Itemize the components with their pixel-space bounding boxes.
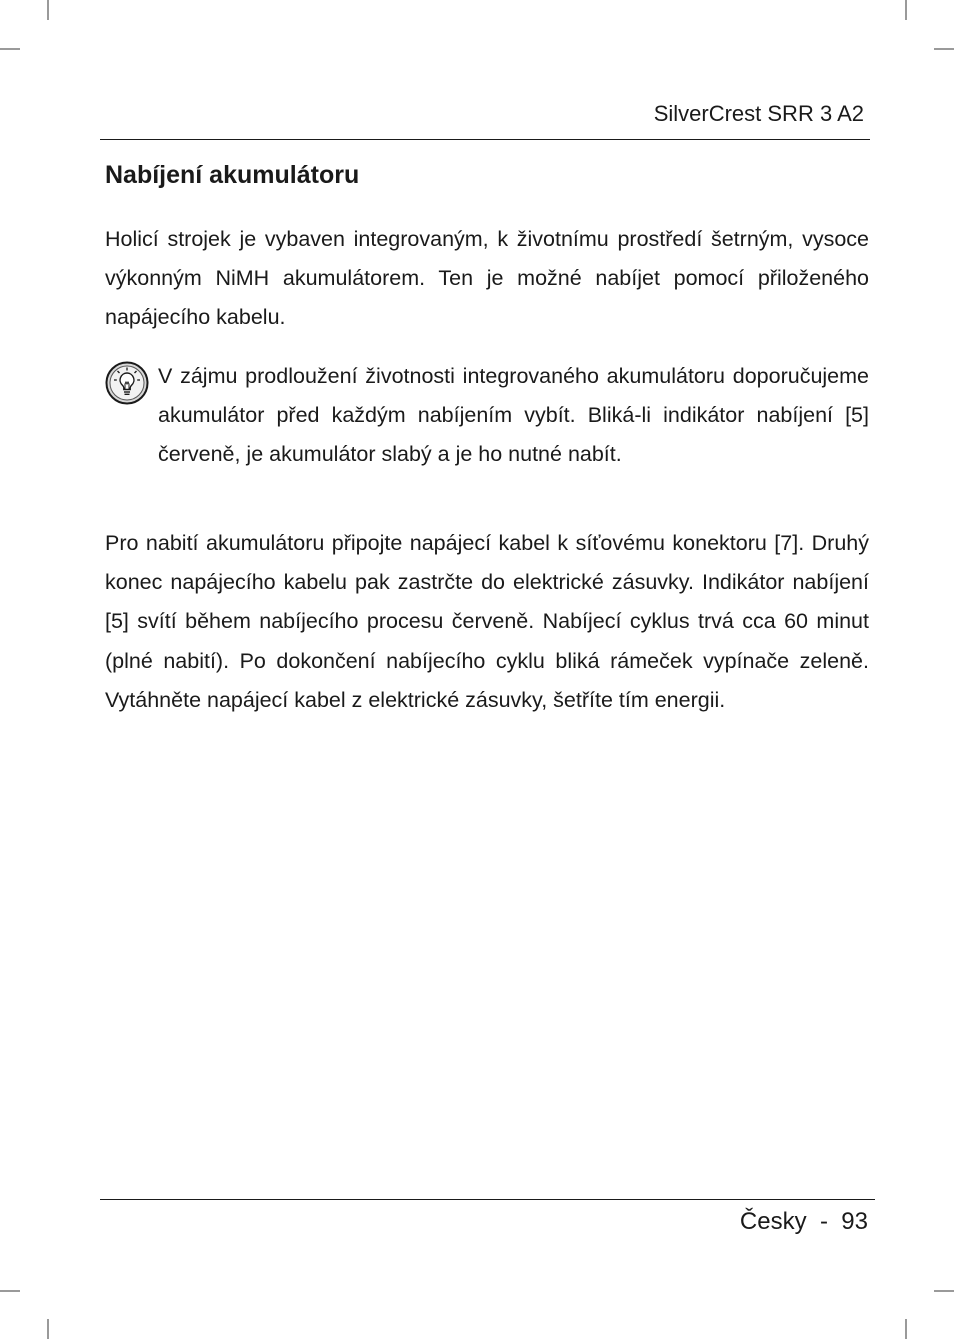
crop-mark (934, 1290, 954, 1292)
crop-mark (934, 48, 954, 50)
body-paragraph: Holicí strojek je vybaven integrovaným, k životnímu prostředí šetrným, vysoce výkonným NiMH akumulátorem. Ten je možné nabíjet pomocí přiloženého napájecího kabelu. (105, 227, 869, 330)
crop-mark (905, 0, 907, 20)
footer-rule (100, 1199, 875, 1200)
body-paragraph: Pro nabití akumulátoru připojte napájecí kabel k síťovému konektoru [7]. Druhý konec napájecího kabelu pak zastrčte do elektrické zásuvky. Indikátor nabíjení [5] svítí během nabíjecího procesu červeně. Nabíjecí cyklus trvá cca 60 minut (plné nabití). Po dokončení nabíjecího cyklu bliká rámeček vypínače zeleně. Vytáhněte napájecí kabel z elektrické zásuvky, šetříte tím energii. (105, 531, 869, 712)
lightbulb-icon (105, 361, 149, 405)
footer-separator: - (819, 1208, 828, 1235)
footer-language: Česky (739, 1208, 807, 1235)
crop-mark (0, 48, 20, 50)
page-number: 93 (841, 1208, 868, 1235)
crop-mark (47, 0, 49, 20)
header-rule (100, 139, 870, 140)
crop-mark (0, 1290, 20, 1292)
crop-mark (905, 1319, 907, 1339)
crop-mark (47, 1319, 49, 1339)
note-text: V zájmu prodloužení životnosti integrovaného akumulátoru doporučujeme akumulátor před každým nabíjením vybít. Bliká-li indikátor nabíjení [5] červeně, je akumulátor slabý a je ho nutné nabít. (158, 364, 869, 467)
page-footer (740, 1206, 868, 1238)
section-title: Nabíjení akumulátoru (105, 161, 360, 189)
page-header-product: SilverCrest SRR 3 A2 (653, 101, 864, 126)
